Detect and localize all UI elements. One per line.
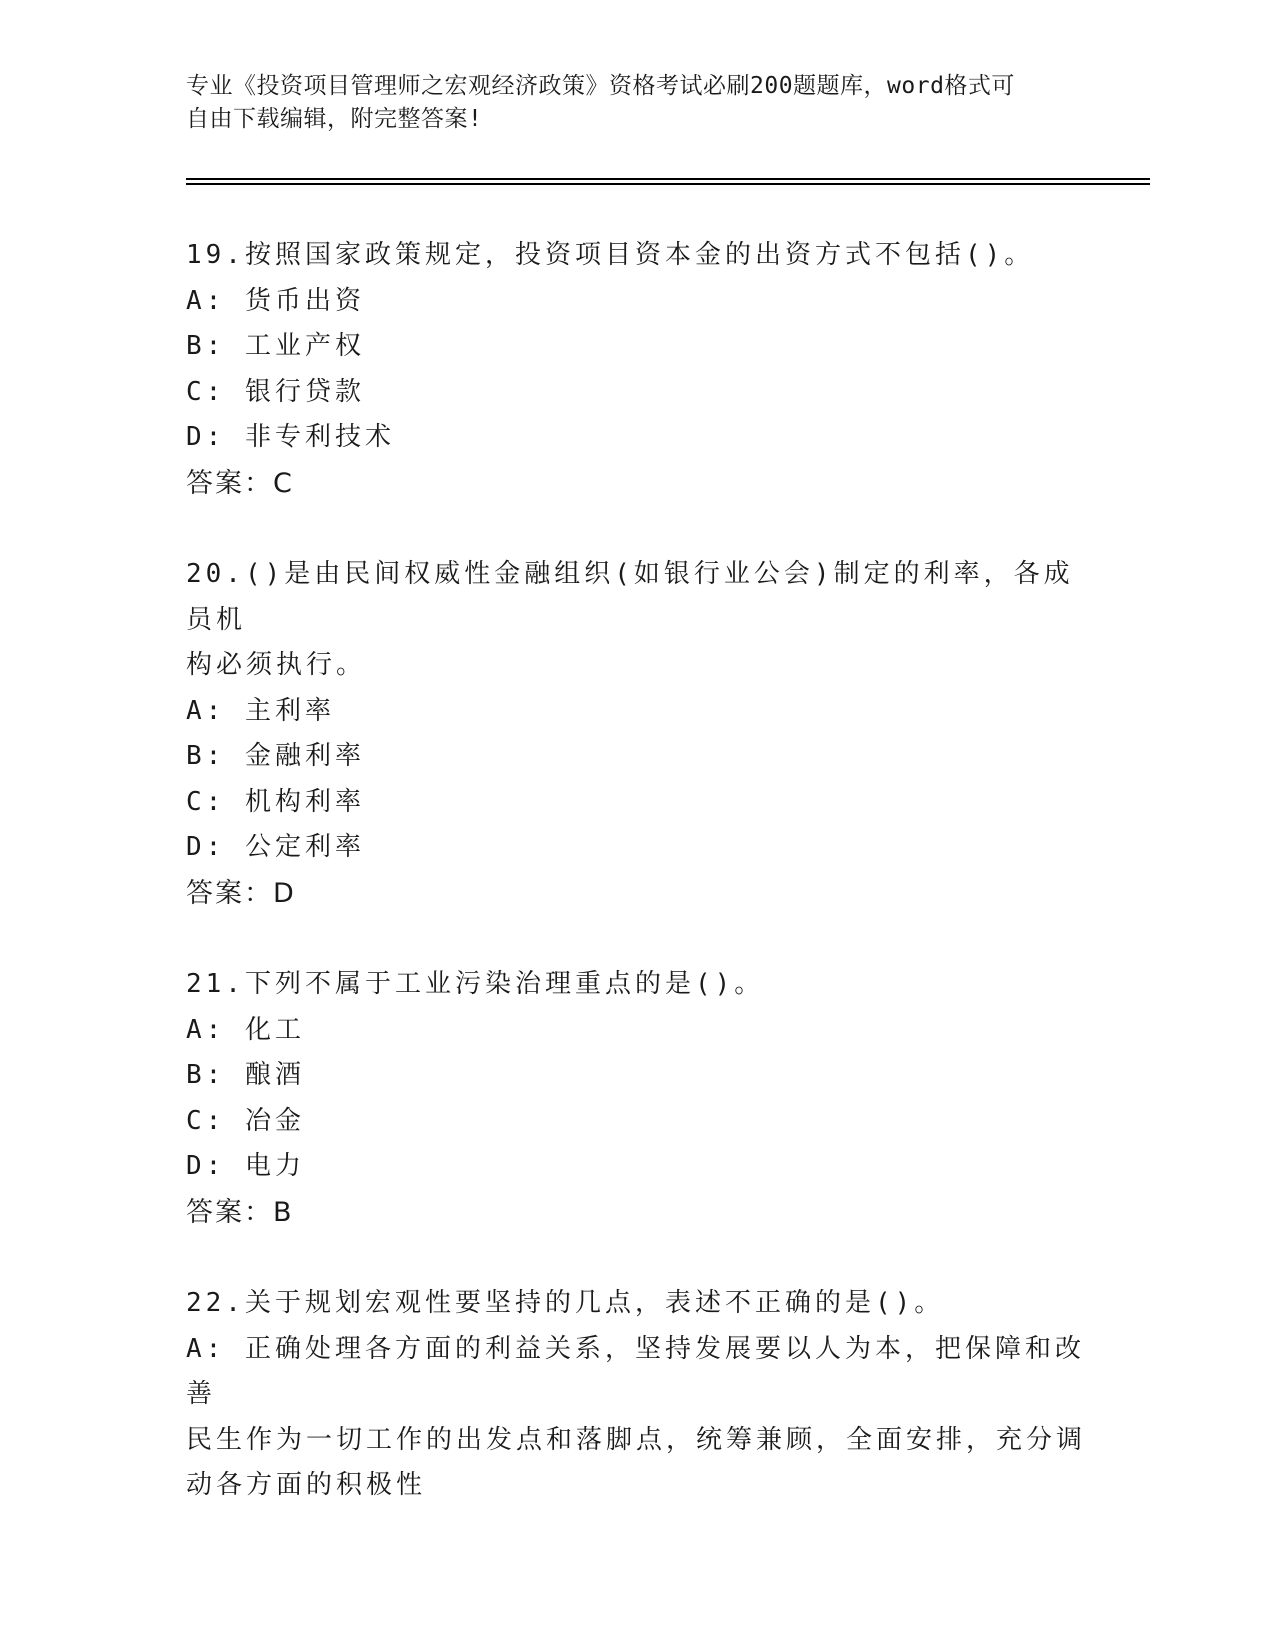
question-stem: 20.()是由民间权威性金融组织(如银行业公会)制定的利率，各成员机	[186, 559, 1074, 635]
option-d: D: 电力	[186, 1151, 305, 1181]
header-line-2: 自由下载编辑，附完整答案!	[186, 106, 483, 132]
option-d: D: 非专利技术	[186, 422, 395, 452]
option-a-continued: 民生作为一切工作的出发点和落脚点，统筹兼顾，全面安排，充分调	[186, 1424, 1087, 1455]
option-c: C: 银行贷款	[186, 376, 365, 407]
header-line-1: 专业《投资项目管理师之宏观经济政策》资格考试必刷200题题库，word格式可	[186, 73, 1015, 99]
option-a: A: 货币出资	[186, 285, 365, 316]
question-stem: 21.下列不属于工业污染治理重点的是()。	[186, 969, 765, 999]
question-stem: 19.按照国家政策规定，投资项目资本金的出资方式不包括()。	[186, 240, 1035, 270]
header-divider-top	[186, 178, 1150, 180]
question-21	[186, 962, 1086, 1235]
option-a: A: 正确处理各方面的利益关系，坚持发展要以人为本，把保障和改善	[186, 1333, 1085, 1409]
option-d: D: 公定利率	[186, 832, 365, 862]
header-divider-bottom	[186, 183, 1150, 185]
question-list	[186, 233, 1086, 1555]
option-b: B: 工业产权	[186, 331, 365, 361]
answer: 答案：D	[186, 877, 296, 909]
option-c: C: 机构利率	[186, 786, 365, 817]
option-b: B: 金融利率	[186, 741, 365, 771]
answer: 答案：C	[186, 467, 294, 499]
question-stem-continued: 构必须执行。	[186, 650, 367, 680]
option-a-continued: 动各方面的积极性	[186, 1470, 427, 1500]
option-b: B: 酿酒	[186, 1060, 305, 1090]
option-c: C: 冶金	[186, 1105, 305, 1136]
question-19	[186, 233, 1086, 506]
option-a: A: 主利率	[186, 695, 335, 726]
question-22	[186, 1281, 1086, 1509]
question-stem: 22.关于规划宏观性要坚持的几点，表述不正确的是()。	[186, 1288, 945, 1318]
answer: 答案：B	[186, 1196, 294, 1228]
document-header	[186, 70, 1066, 136]
option-a: A: 化工	[186, 1014, 305, 1045]
question-20	[186, 552, 1086, 916]
